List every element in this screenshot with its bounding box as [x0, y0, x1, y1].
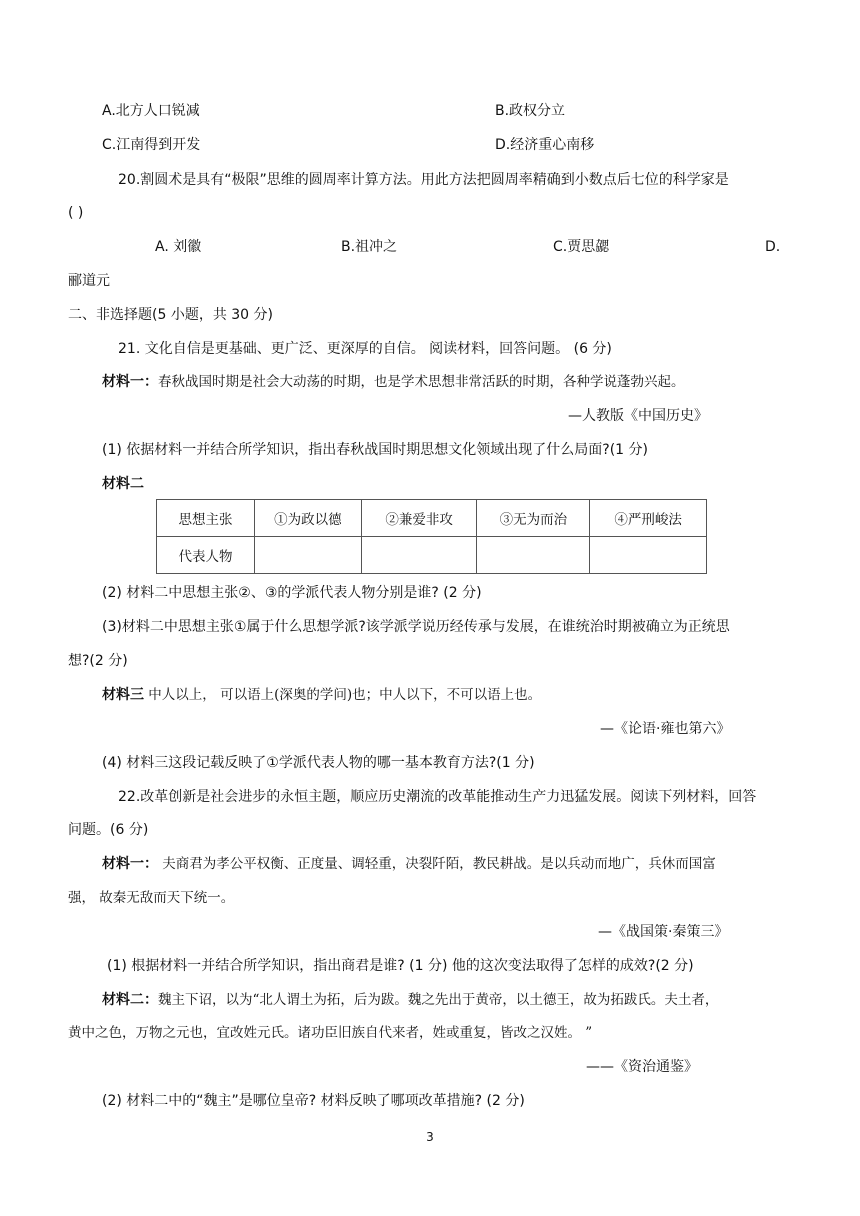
q19-option-c: C.江南得到开发	[102, 137, 201, 153]
material-text: 魏主下诏，以为“北人谓土为拓，后为跋。魏之先出于黄帝，以土德王，故为拓跋氏。夫土者，	[158, 992, 719, 1008]
q20-option-d-text: 郦道元	[68, 273, 110, 289]
q22-material1-line2: 强， 故秦无敌而天下统一。	[68, 890, 235, 906]
q21-material3-source: —《论语·雍也第六》	[600, 721, 731, 737]
q19-option-a: A.北方人口锐减	[102, 103, 200, 119]
q20-answer-paren: ( )	[68, 205, 84, 221]
q20-option-b: B.祖冲之	[341, 239, 398, 255]
table-header-cell: 代表人物	[157, 537, 255, 574]
q22-sub2: (2) 材料二中的“魏主”是哪位皇帝? 材料反映了哪项改革措施? (2 分)	[102, 1093, 525, 1109]
table-cell-empty	[254, 537, 361, 574]
material-label: 材料二：	[102, 992, 158, 1008]
table-cell-empty	[361, 537, 477, 574]
q20-option-c: C.贾思勰	[553, 239, 610, 255]
q22-material1-source: —《战国策·秦策三》	[598, 924, 729, 940]
q21-material2-table	[156, 499, 707, 574]
q21-material2-label: 材料二	[102, 476, 144, 492]
q19-option-d: D.经济重心南移	[495, 137, 595, 153]
q21-sub3-line1: (3)材料二中思想主张①属于什么思想学派?该学派学说历经传承与发展，在谁统治时期被确立为正统思	[102, 619, 730, 635]
table-cell: ②兼爱非攻	[361, 500, 477, 537]
table-header-cell: 思想主张	[157, 500, 255, 537]
material-label: 材料一：	[102, 856, 158, 872]
q22-stem-line1: 22.改革创新是社会进步的永恒主题，顺应历史潮流的改革能推动生产力迅猛发展。阅读下列材料，回答	[118, 789, 757, 805]
q21-sub2: (2) 材料二中思想主张②、③的学派代表人物分别是谁? (2 分)	[102, 585, 482, 601]
material-text: 夫商君为孝公平权衡、正度量、调轻重，决裂阡陌，教民耕战。是以兵动而地广，兵休而国富	[158, 856, 716, 872]
material-text: 春秋战国时期是社会大动荡的时期，也是学术思想非常活跃的时期，各种学说蓬勃兴起。	[158, 374, 685, 390]
page-number: 3	[426, 1130, 434, 1144]
q21-sub1: (1) 依据材料一并结合所学知识，指出春秋战国时期思想文化领域出现了什么局面?(1 分)	[102, 442, 648, 458]
q22-material2-source: ——《资治通鉴》	[586, 1059, 698, 1075]
q19-option-b: B.政权分立	[495, 103, 566, 119]
table-cell-empty	[590, 537, 707, 574]
table-cell-empty	[477, 537, 590, 574]
material-label: 材料三	[102, 687, 144, 703]
q20-stem: 20.割圆术是具有“极限”思维的圆周率计算方法。用此方法把圆周率精确到小数点后七位的科学家是	[118, 172, 729, 188]
q21-stem: 21. 文化自信是更基础、更广泛、更深厚的自信。 阅读材料，回答问题。 (6 分)	[118, 341, 612, 357]
material-label: 材料一：	[102, 374, 158, 390]
q22-stem-line2: 问题。(6 分)	[68, 822, 149, 838]
section-title: 二、非选择题(5 小题，共 30 分)	[68, 307, 273, 323]
q22-material1	[102, 854, 716, 874]
table-cell: ④严刑峻法	[590, 500, 707, 537]
q21-sub4: (4) 材料三这段记载反映了①学派代表人物的哪一基本教育方法?(1 分)	[102, 755, 535, 771]
q20-option-a: A. 刘徽	[155, 239, 202, 255]
table-cell: ③无为而治	[477, 500, 590, 537]
q22-material2-line2: 黄中之色，万物之元也，宜改姓元氏。诸功臣旧族自代来者，姓或重复，皆改之汉姓。 ”	[68, 1025, 593, 1041]
q22-sub1: (1) 根据材料一并结合所学知识，指出商君是谁? (1 分) 他的这次变法取得了怎样的成效?(2 分)	[107, 958, 694, 974]
table-row	[157, 537, 707, 574]
q22-material2	[102, 990, 718, 1010]
q21-material3	[102, 685, 541, 705]
q20-option-d: D.	[765, 239, 781, 255]
table-row	[157, 500, 707, 537]
material-text: 中人以上， 可以语上(深奥的学问)也；中人以下，不可以语上也。	[144, 687, 542, 703]
q21-material1	[102, 372, 685, 392]
q21-sub3-line2: 想?(2 分)	[68, 653, 128, 669]
q21-material1-source: —人教版《中国历史》	[568, 408, 708, 424]
table-cell: ①为政以德	[254, 500, 361, 537]
